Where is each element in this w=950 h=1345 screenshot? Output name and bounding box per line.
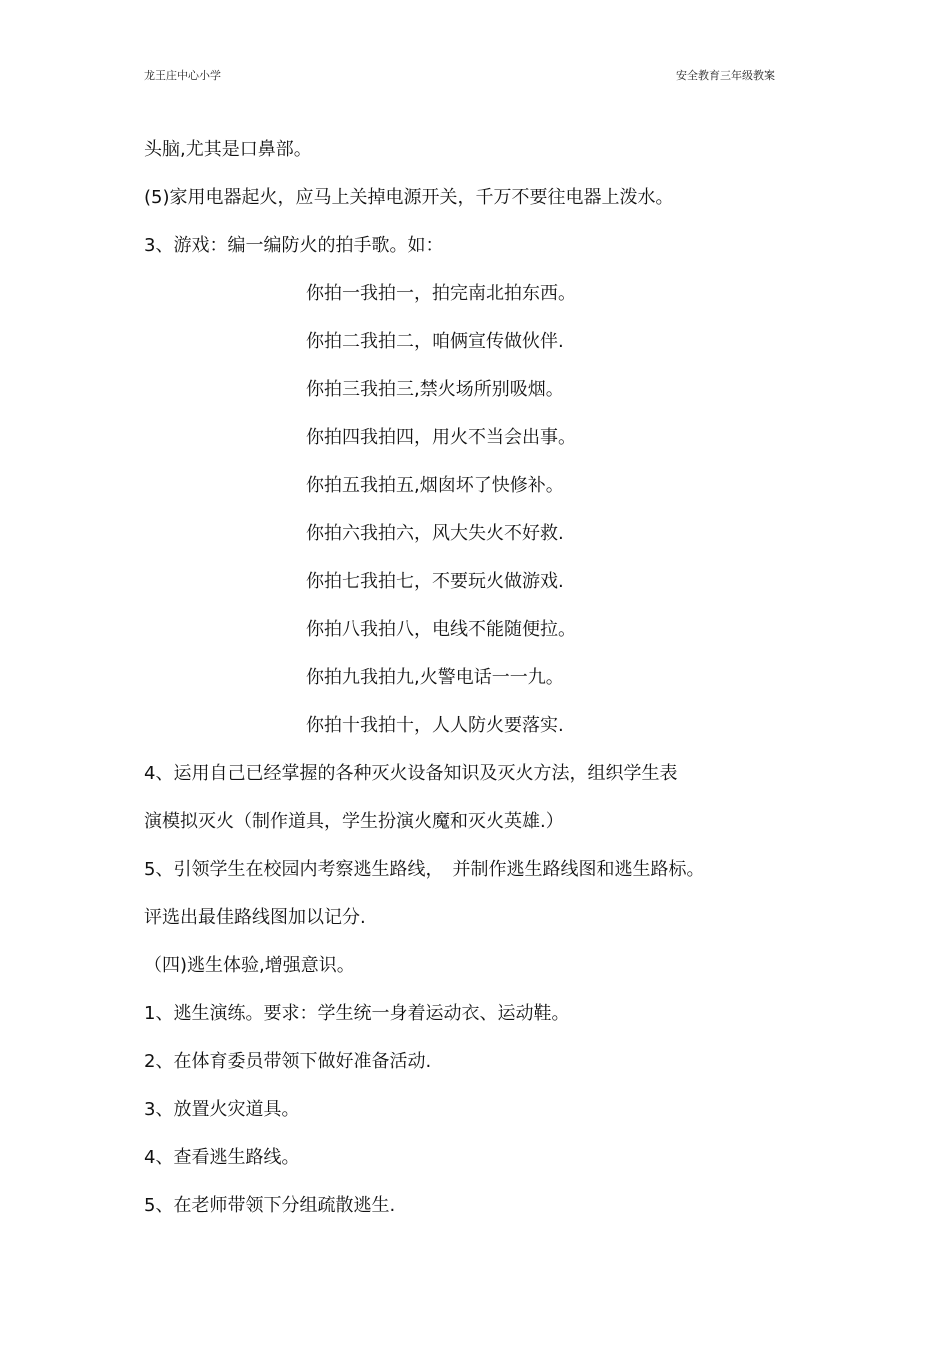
- song-verse: 你拍二我拍二，咱俩宣传做伙伴.: [306, 331, 564, 352]
- song-verse: 你拍八我拍八，电线不能随便拉。: [306, 619, 576, 640]
- song-verse: 你拍三我拍三,禁火场所别吸烟。: [306, 379, 564, 400]
- section-heading: （四)逃生体验,增强意识。: [144, 955, 355, 976]
- song-verse: 你拍五我拍五,烟囱坏了快修补。: [306, 475, 564, 496]
- paragraph-line: 1、逃生演练。要求：学生统一身着运动衣、运动鞋。: [144, 1003, 570, 1024]
- paragraph-line: 5、在老师带领下分组疏散逃生.: [144, 1195, 396, 1216]
- paragraph-line: 2、在体育委员带领下做好准备活动.: [144, 1051, 432, 1072]
- song-verse: 你拍十我拍十，人人防火要落实.: [306, 715, 564, 736]
- paragraph-line: 头脑,尤其是口鼻部。: [144, 139, 312, 160]
- header-document-title: 安全教育三年级教案: [676, 69, 775, 82]
- paragraph-line: 演模拟灭火（制作道具，学生扮演火魔和灭火英雄.）: [144, 811, 564, 832]
- song-verse: 你拍四我拍四，用火不当会出事。: [306, 427, 576, 448]
- song-verse: 你拍七我拍七，不要玩火做游戏.: [306, 571, 564, 592]
- paragraph-line: 3、放置火灾道具。: [144, 1099, 300, 1120]
- paragraph-line: 4、运用自己已经掌握的各种灭火设备知识及灭火方法，组织学生表: [144, 763, 678, 784]
- header-school-name: 龙王庄中心小学: [144, 69, 221, 82]
- song-verse: 你拍九我拍九,火警电话一一九。: [306, 667, 564, 688]
- song-verse: 你拍六我拍六，风大失火不好救.: [306, 523, 564, 544]
- paragraph-line: 5、引领学生在校园内考察逃生路线， 并制作逃生路线图和逃生路标。: [144, 859, 705, 880]
- paragraph-line: 3、游戏：编一编防火的拍手歌。如：: [144, 235, 444, 256]
- paragraph-line: 4、查看逃生路线。: [144, 1147, 300, 1168]
- paragraph-line: 评选出最佳路线图加以记分.: [144, 907, 366, 928]
- paragraph-line: (5)家用电器起火，应马上关掉电源开关，千万不要往电器上泼水。: [144, 187, 674, 208]
- song-verse: 你拍一我拍一，拍完南北拍东西。: [306, 283, 576, 304]
